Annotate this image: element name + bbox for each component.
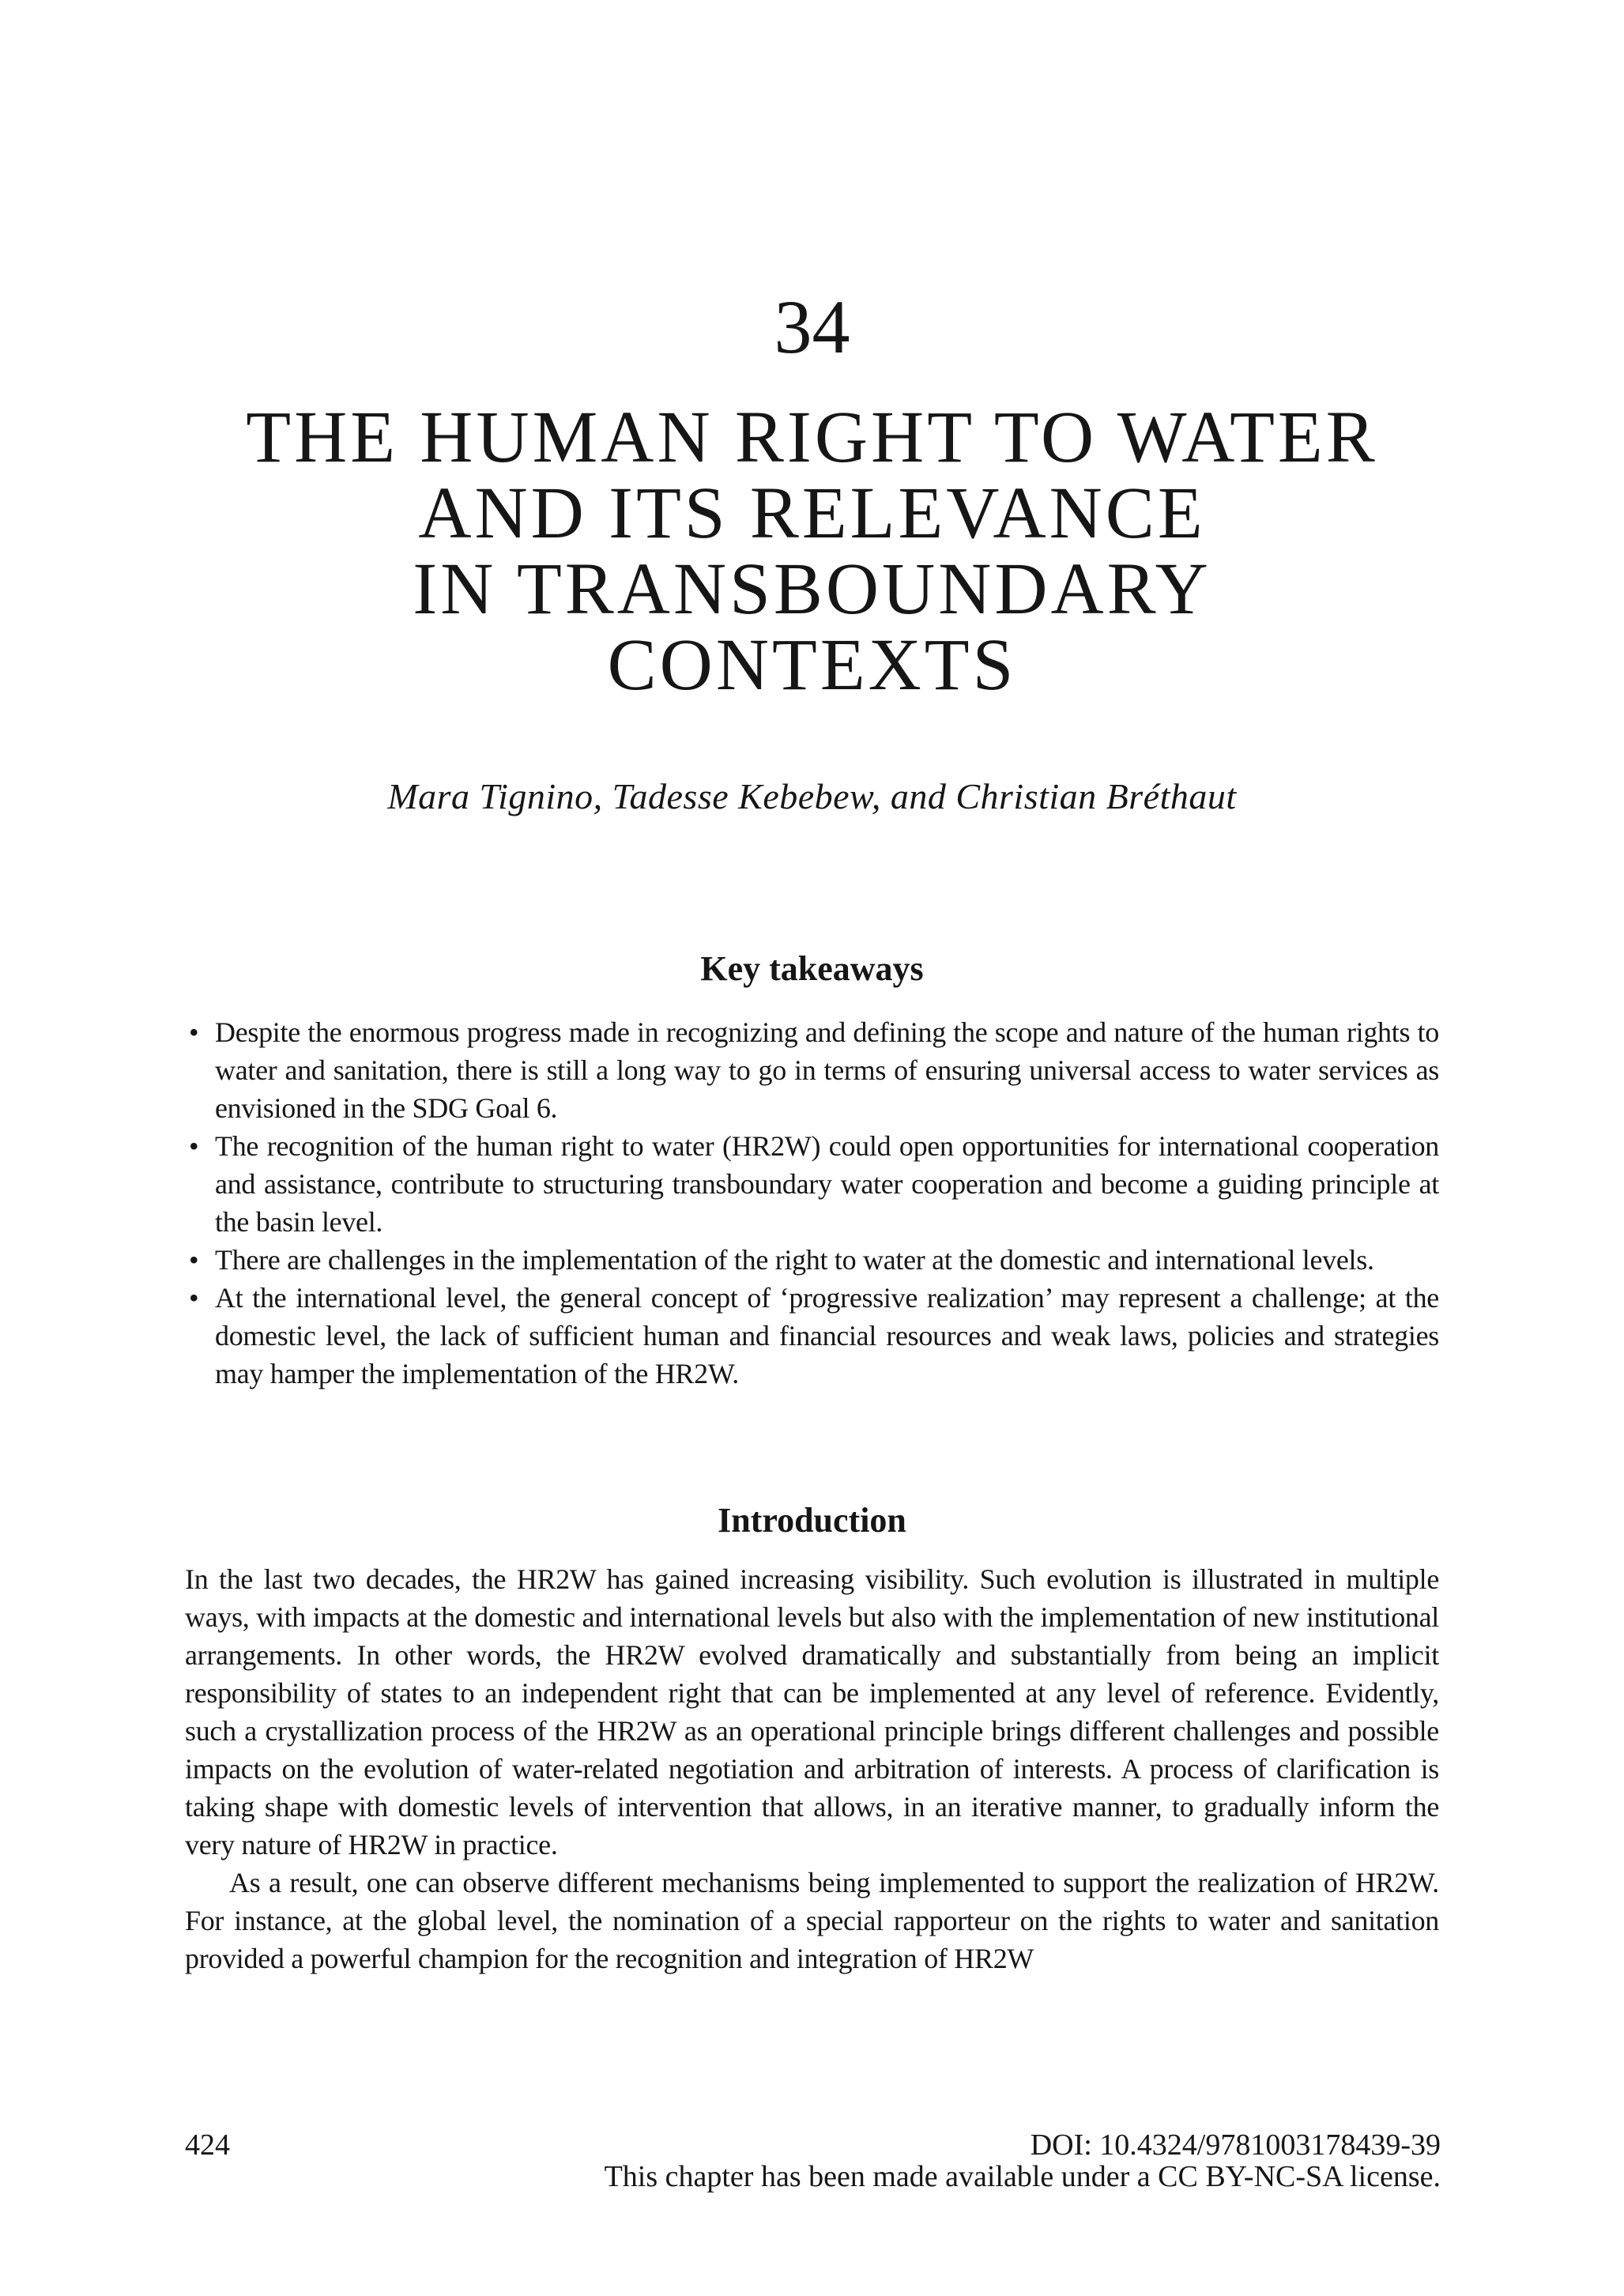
page-number: 424 (185, 2128, 230, 2162)
introduction-heading: Introduction (718, 1501, 906, 1540)
chapter-title-line-2: AND ITS RELEVANCE (418, 473, 1206, 554)
takeaway-item: • Despite the enormous progress made in recognizing and defining the scope and nature of the human rights to water and sanitation, there is still a long way to go in terms of ensuring universal access to water services as envisioned in the SDG Goal 6. (185, 1013, 1439, 1127)
license-note: This chapter has been made available under a CC BY-NC-SA license. (604, 2160, 1441, 2193)
chapter-title-line-4: CONTEXTS (607, 624, 1017, 706)
introduction-paragraph-2: As a result, one can observe different mechanisms being implemented to support the realization of HR2W. For instance, at the global level, the nomination of a special rapporteur on the rights to water and sanitation provided a powerful champion for the recognition and integration of HR2W (185, 1867, 1439, 1974)
page-footer (185, 2129, 1441, 2192)
chapter-title-line-3: IN TRANSBOUNDARY (413, 549, 1211, 630)
authors-byline: Mara Tignino, Tadesse Kebebew, and Christian Bréthaut (387, 776, 1237, 816)
chapter-title-line-1: THE HUMAN RIGHT TO WATER (246, 397, 1378, 478)
doi-text: DOI: 10.4324/9781003178439-39 (1030, 2128, 1441, 2162)
key-takeaways-heading: Key takeaways (700, 949, 924, 988)
key-takeaways-list (185, 1013, 1439, 1393)
takeaway-item: • The recognition of the human right to water (HR2W) could open opportunities for international cooperation and assistance, contribute to structuring transboundary water cooperation and become a guiding principle at the basin level. (185, 1127, 1439, 1241)
chapter-title (0, 397, 1624, 706)
chapter-number: 34 (774, 285, 850, 369)
takeaway-item: • At the international level, the general concept of ‘progressive realization’ may represent a challenge; at the domestic level, the lack of sufficient human and financial resources and weak laws, policies and strategies may hamper the implementation of the HR2W. (185, 1279, 1439, 1393)
introduction-paragraph-1: In the last two decades, the HR2W has gained increasing visibility. Such evolution is illustrated in multiple ways, with impacts at the domestic and international levels but also with the implementation of new institutional arrangements. In other words, the HR2W evolved dramatically and substantially from being an implicit responsibility of states to an independent right that can be implemented at any level of reference. Evidently, such a crystallization process of the HR2W as an operational principle brings different challenges and possible impacts on the evolution of water-related negotiation and arbitration of interests. A process of clarification is taking shape with domestic levels of intervention that allows, in an iterative manner, to gradually inform the very nature of HR2W in practice. (185, 1563, 1439, 1861)
introduction-body (185, 1560, 1439, 1977)
footer-row (185, 2129, 1441, 2161)
takeaway-item: • There are challenges in the implementation of the right to water at the domestic and international levels. (185, 1241, 1439, 1279)
